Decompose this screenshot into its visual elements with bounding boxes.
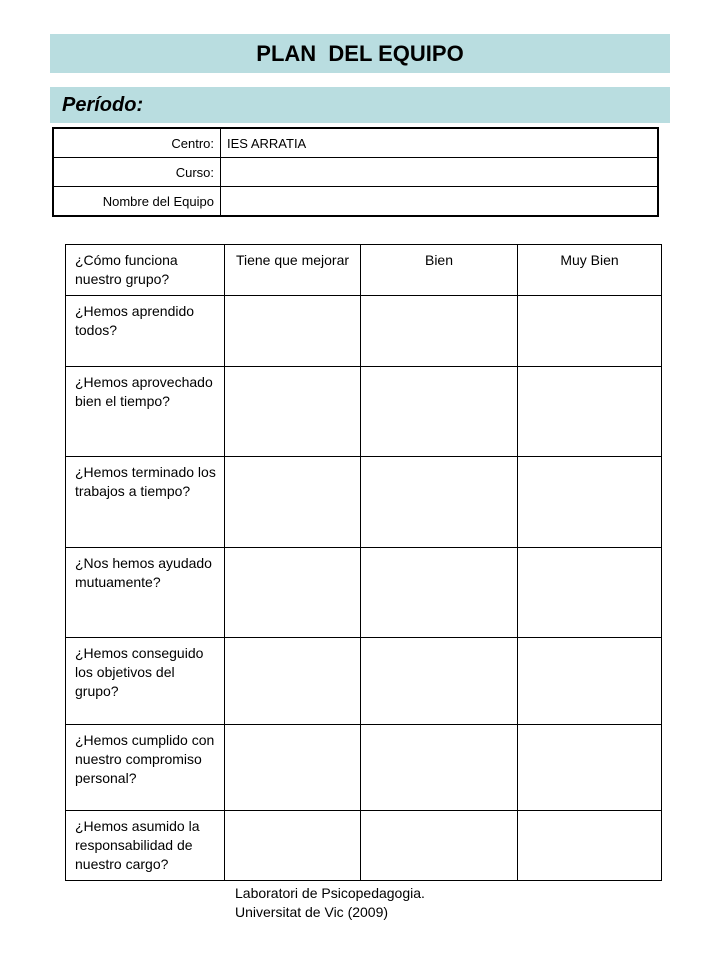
info-value-centro[interactable]: IES ARRATIA — [221, 128, 659, 158]
question-cell: ¿Hemos asumido la responsabilidad de nuestro cargo? — [66, 811, 225, 881]
rating-cell-very-good[interactable] — [518, 811, 662, 881]
team-info-table — [52, 127, 659, 217]
question-cell: ¿Hemos conseguido los objetivos del grupo? — [66, 638, 225, 725]
evaluation-table — [65, 244, 662, 881]
header-very-good: Muy Bien — [518, 245, 662, 296]
rating-cell-very-good[interactable] — [518, 638, 662, 725]
page-title: PLAN DEL EQUIPO — [256, 40, 464, 66]
rating-cell-needs-improvement[interactable] — [225, 811, 361, 881]
question-cell: ¿Hemos cumplido con nuestro compromiso personal? — [66, 725, 225, 811]
info-value-curso[interactable] — [221, 158, 659, 187]
info-value-team-name[interactable] — [221, 187, 659, 217]
question-cell: ¿Nos hemos ayudado mutuamente? — [66, 548, 225, 638]
table-row — [66, 457, 662, 548]
rating-cell-needs-improvement[interactable] — [225, 548, 361, 638]
info-label: Nombre del Equipo — [53, 187, 221, 217]
table-row — [66, 725, 662, 811]
info-row-team-name — [53, 187, 658, 217]
table-row — [66, 367, 662, 457]
rating-cell-needs-improvement[interactable] — [225, 296, 361, 367]
rating-cell-very-good[interactable] — [518, 457, 662, 548]
info-label: Centro: — [53, 128, 221, 158]
footer-credit — [235, 884, 425, 922]
rating-cell-needs-improvement[interactable] — [225, 457, 361, 548]
period-label: Período: — [62, 93, 144, 116]
rating-cell-good[interactable] — [361, 296, 518, 367]
footer-line-university: Universitat de Vic (2009) — [235, 904, 389, 920]
question-cell: ¿Hemos aprovechado bien el tiempo? — [66, 367, 225, 457]
evaluation-header-row — [66, 245, 662, 296]
rating-cell-very-good[interactable] — [518, 725, 662, 811]
rating-cell-good[interactable] — [361, 638, 518, 725]
rating-cell-very-good[interactable] — [518, 296, 662, 367]
header-needs-improvement: Tiene que mejorar — [225, 245, 361, 296]
header-question: ¿Cómo funciona nuestro grupo? — [66, 245, 225, 296]
table-row — [66, 548, 662, 638]
rating-cell-good[interactable] — [361, 548, 518, 638]
rating-cell-needs-improvement[interactable] — [225, 725, 361, 811]
rating-cell-good[interactable] — [361, 725, 518, 811]
rating-cell-good[interactable] — [361, 457, 518, 548]
question-cell: ¿Hemos terminado los trabajos a tiempo? — [66, 457, 225, 548]
title-banner — [50, 34, 670, 73]
info-label: Curso: — [53, 158, 221, 187]
table-row — [66, 296, 662, 367]
header-good: Bien — [361, 245, 518, 296]
rating-cell-good[interactable] — [361, 367, 518, 457]
info-row-centro — [53, 128, 658, 158]
period-banner — [50, 87, 670, 123]
question-cell: ¿Hemos aprendido todos? — [66, 296, 225, 367]
rating-cell-good[interactable] — [361, 811, 518, 881]
rating-cell-very-good[interactable] — [518, 548, 662, 638]
rating-cell-very-good[interactable] — [518, 367, 662, 457]
rating-cell-needs-improvement[interactable] — [225, 638, 361, 725]
table-row — [66, 638, 662, 725]
rating-cell-needs-improvement[interactable] — [225, 367, 361, 457]
footer-line-institution: Laboratori de Psicopedagogia. — [235, 885, 425, 901]
info-row-curso — [53, 158, 658, 187]
table-row — [66, 811, 662, 881]
